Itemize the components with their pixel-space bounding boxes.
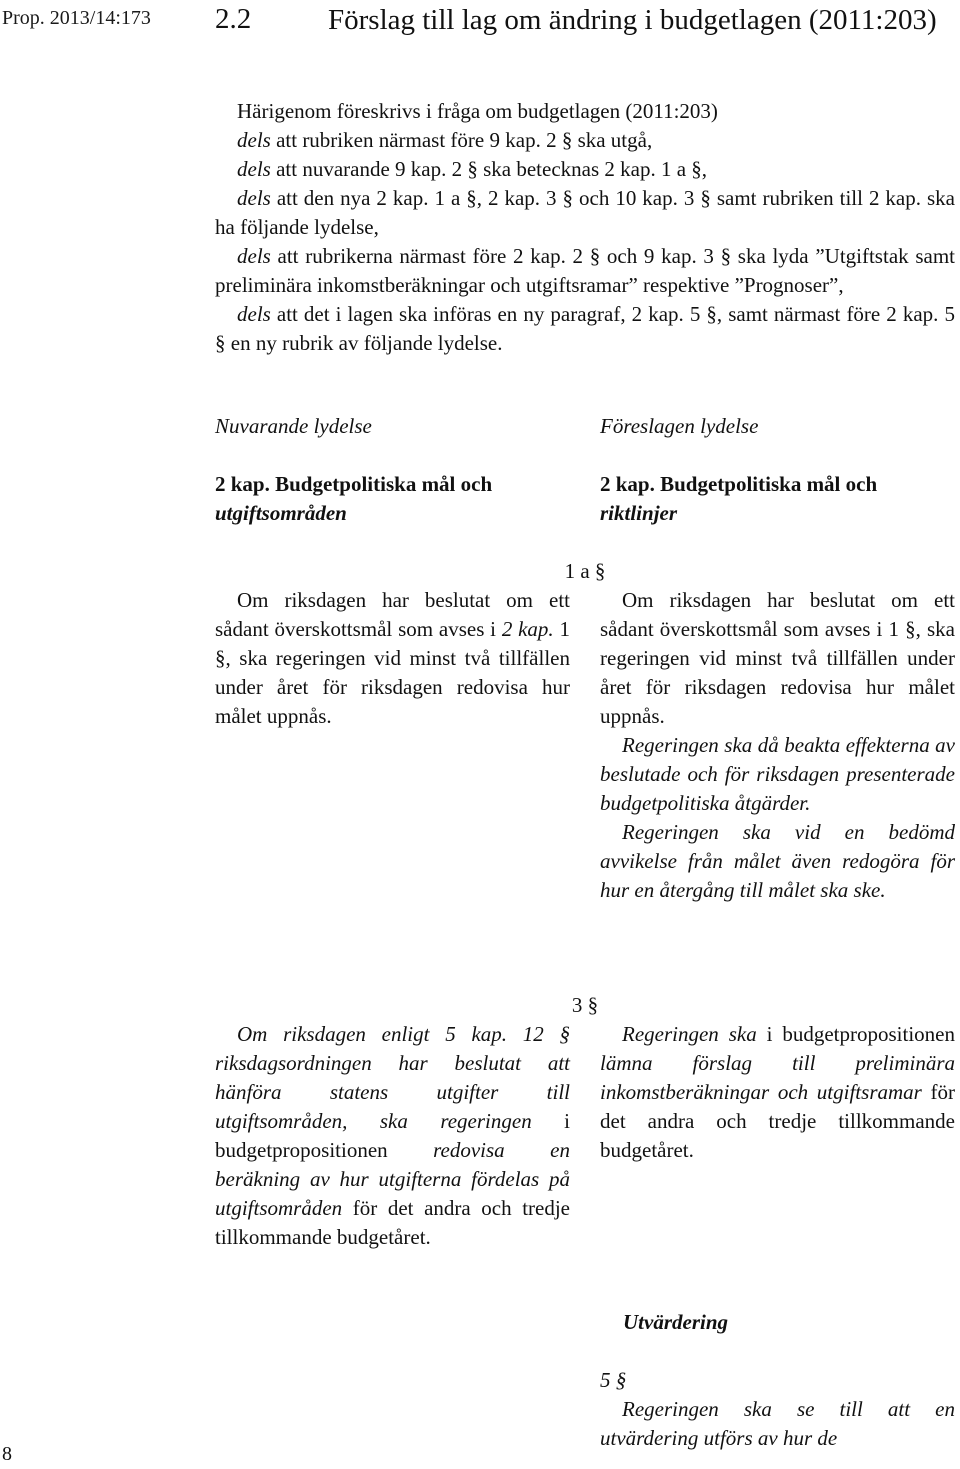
intro-dels-1 <box>215 126 955 155</box>
chapter-title-italic: riktlinjer <box>600 501 678 525</box>
chapter-title-italic: utgiftsområden <box>215 501 347 525</box>
chapter-title-bold: Budgetpolitiska mål och <box>654 472 878 496</box>
text-run: för det andra och tredje tillkommande budgetåret. <box>215 1196 570 1249</box>
section-1a-proposed <box>600 586 955 905</box>
current-paragraph <box>215 586 570 731</box>
proposed-paragraph <box>600 1020 955 1165</box>
dels-word: dels <box>237 244 271 268</box>
text-run-italic: Om riksdagen enligt 5 kap. 12 § riksdagsordningen har beslutat att hänföra statens utgifter till utgiftsområden, ska regeringen <box>215 1022 570 1133</box>
section-5-number: 5 § <box>600 1368 627 1392</box>
proposed-chapter-title <box>600 470 955 528</box>
proposed-version-heading: Föreslagen lydelse <box>600 414 759 438</box>
proposition-label: Prop. 2013/14:173 <box>2 7 151 29</box>
page-number: 8 <box>2 1443 12 1465</box>
dels-text: att nuvarande 9 kap. 2 § ska betecknas 2 kap. 1 a §, <box>270 157 708 181</box>
section-5-text <box>600 1395 955 1453</box>
section-1a-number: 1 a § <box>564 559 606 583</box>
evaluation-heading: Utvärdering <box>623 1310 728 1334</box>
section-3-number: 3 § <box>571 993 599 1017</box>
current-paragraph <box>215 1020 570 1252</box>
text-run: i budgetpropositionen <box>215 1109 570 1162</box>
section-1a-current <box>215 586 570 731</box>
proposed-paragraph: Regeringen ska se till att en utvärdering utförs av hur de <box>600 1397 955 1450</box>
text-run: 1 §, ska regeringen vid minst två tillfällen under året för riksdagen redovisa hur målet uppnås. <box>215 617 570 728</box>
dels-word: dels <box>237 302 271 326</box>
dels-text: att den nya 2 kap. 1 a §, 2 kap. 3 § och 10 kap. 3 § samt rubriken till 2 kap. ska ha följande lydelse, <box>215 186 955 239</box>
intro-dels-3 <box>215 184 955 242</box>
text-run: för det andra och tredje tillkommande budgetåret. <box>600 1080 955 1162</box>
proposed-paragraph-1: Om riksdagen har beslutat om ett sådant överskottsmål som avses i 1 §, ska regeringen vid minst två tillfällen under året för riksdagen redovisa hur målet uppnås. <box>600 588 955 728</box>
text-run-italic: redovisa en beräkning av hur utgifterna fördelas på utgiftsområden <box>215 1138 570 1220</box>
chapter-title-bold: Budgetpolitiska mål och <box>269 472 493 496</box>
section-3-current <box>215 1020 570 1252</box>
text-run-italic: 2 kap. <box>501 617 554 641</box>
text-run-italic: lämna förslag till preliminära inkomstberäkningar och utgiftsramar <box>600 1051 955 1104</box>
section-3-proposed <box>600 1020 955 1165</box>
text-run-italic: Regeringen ska <box>622 1022 757 1046</box>
intro-dels-5 <box>215 300 955 358</box>
dels-text: att det i lagen ska införas en ny paragraf, 2 kap. 5 §, samt närmast före 2 kap. 5 § en ny rubrik av följande lydelse. <box>215 302 955 355</box>
current-version-heading: Nuvarande lydelse <box>215 414 372 438</box>
dels-text: att rubriken närmast före 9 kap. 2 § ska utgå, <box>270 128 653 152</box>
dels-word: dels <box>237 128 271 152</box>
intro-dels-4 <box>215 242 955 300</box>
current-chapter-title <box>215 470 570 528</box>
chapter-label: 2 kap. <box>215 472 270 496</box>
intro-block <box>215 97 955 358</box>
intro-line: Härigenom föreskrivs i fråga om budgetlagen (2011:203) <box>237 99 718 123</box>
section-number: 2.2 <box>215 3 252 35</box>
proposed-paragraph-2: Regeringen ska då beakta effekterna av beslutade och för riksdagen presenterade budgetpolitiska åtgärder. <box>600 733 955 815</box>
text-run: Om riksdagen har beslutat om ett sådant överskottsmål som avses i <box>215 588 570 641</box>
proposed-paragraph-3: Regeringen ska vid en bedömd avvikelse från målet även redogöra för hur en återgång till målet ska ske. <box>600 820 955 902</box>
chapter-label: 2 kap. <box>600 472 655 496</box>
dels-word: dels <box>237 186 271 210</box>
dels-text: att rubrikerna närmast före 2 kap. 2 § och 9 kap. 3 § ska lyda ”Utgiftstak samt preliminära inkomstberäkningar och utgiftsramar” respektive ”Prognoser”, <box>215 244 955 297</box>
section-title: Förslag till lag om ändring i budgetlagen (2011:203) <box>328 4 937 36</box>
text-run: i budgetpropositionen <box>756 1022 955 1046</box>
dels-word: dels <box>237 157 271 181</box>
intro-dels-2 <box>215 155 955 184</box>
